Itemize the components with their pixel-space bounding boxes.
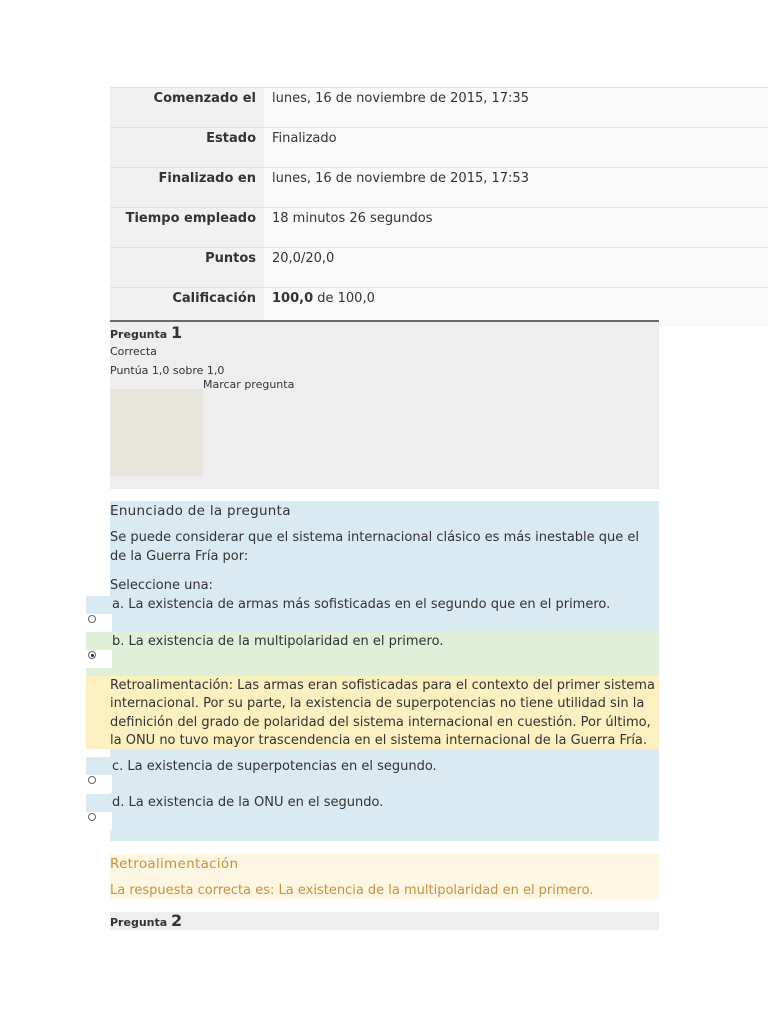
question-number: Pregunta 1 — [110, 323, 183, 342]
question-state: Correcta — [110, 345, 157, 358]
question-number: Pregunta 2 — [110, 911, 183, 930]
grade-total: de 100,0 — [313, 291, 375, 306]
summary-value: lunes, 16 de noviembre de 2015, 17:53 — [264, 168, 768, 207]
summary-value: 18 minutos 26 segundos — [264, 208, 768, 247]
summary-row-state — [110, 127, 768, 167]
option-d-label[interactable]: d. La existencia de la ONU en el segundo. — [112, 795, 384, 810]
flag-icon[interactable] — [110, 389, 203, 476]
grade-value: 100,0 — [272, 291, 314, 306]
question-heading: Enunciado de la pregunta — [110, 503, 291, 519]
option-a-radio[interactable] — [88, 615, 96, 623]
summary-value: Finalizado — [264, 128, 768, 167]
flag-question-link[interactable]: Marcar pregunta — [203, 378, 295, 391]
select-one-label: Seleccione una: — [110, 578, 213, 593]
option-b-label[interactable]: b. La existencia de la multipolaridad en el primero. — [112, 634, 444, 649]
summary-row-time-taken — [110, 207, 768, 247]
option-b-radio[interactable] — [88, 651, 96, 659]
summary-label: Estado — [110, 128, 264, 167]
summary-label: Comenzado el — [110, 88, 264, 127]
option-c-label[interactable]: c. La existencia de superpotencias en el segundo. — [112, 759, 437, 774]
right-answer: La respuesta correcta es: La existencia de la multipolaridad en el primero. — [110, 883, 594, 898]
summary-label: Calificación — [110, 288, 264, 327]
summary-value: lunes, 16 de noviembre de 2015, 17:35 — [264, 88, 768, 127]
summary-label: Puntos — [110, 248, 264, 287]
specific-feedback — [86, 676, 659, 749]
general-feedback-heading: Retroalimentación — [110, 856, 239, 872]
summary-row-points — [110, 247, 768, 287]
option-c-radio[interactable] — [88, 776, 96, 784]
question-prompt: Se puede considerar que el sistema internacional clásico es más inestable que el de la Guerra Fría por: — [110, 530, 640, 564]
question-2-info — [110, 912, 659, 930]
summary-row-finished — [110, 167, 768, 207]
summary-row-started — [110, 87, 768, 127]
attempt-summary-table — [110, 87, 768, 327]
summary-label: Tiempo empleado — [110, 208, 264, 247]
option-d-radio[interactable] — [88, 813, 96, 821]
summary-label: Finalizado en — [110, 168, 264, 207]
general-feedback — [110, 854, 659, 899]
question-info-panel — [110, 322, 659, 489]
question-grade: Puntúa 1,0 sobre 1,0 — [110, 364, 225, 377]
specific-feedback-text: Retroalimentación: Las armas eran sofisticadas para el contexto del primer sistema internacional. Por su parte, la existencia de superpotencias no tiene utilidad sin la definición del grado de polaridad del sistema internacional en cuestión. Por último, la ONU no tuvo mayor trascendencia en el sistema internacional de la Guerra Fría. — [110, 678, 655, 748]
summary-value: 20,0/20,0 — [264, 248, 768, 287]
option-a-label[interactable]: a. La existencia de armas más sofisticadas en el segundo que en el primero. — [112, 597, 611, 612]
